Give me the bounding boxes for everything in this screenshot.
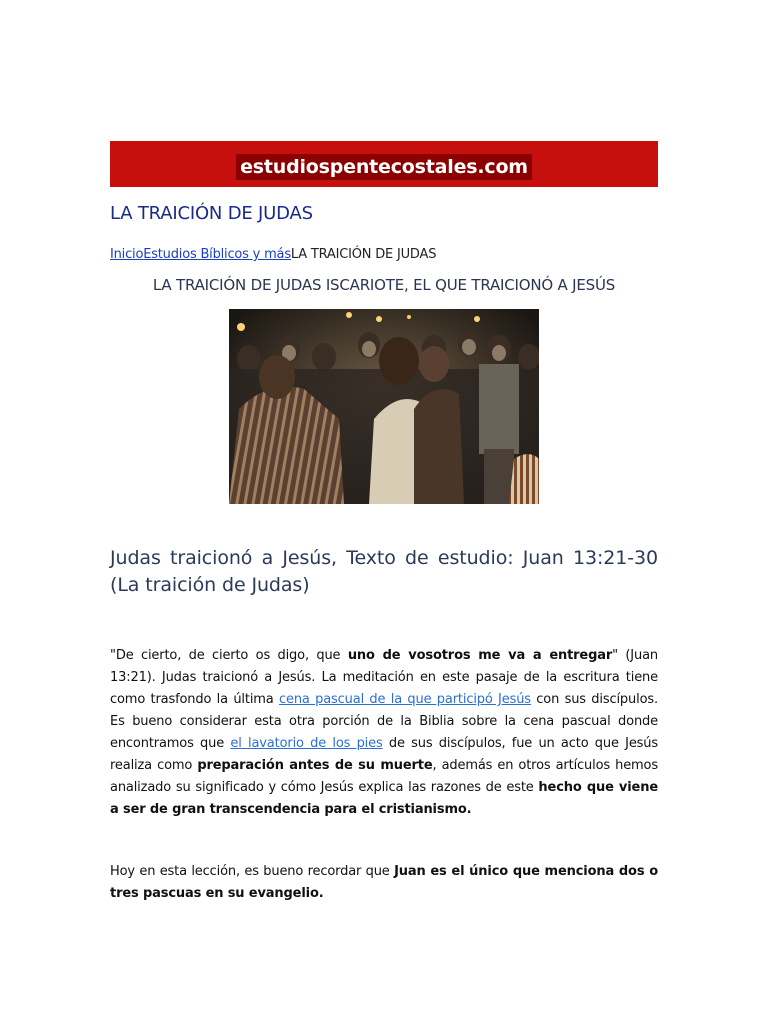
paragraph-pascuas: Hoy en esta lección, es bueno recordar que Juan es el único que menciona dos o tres pascuas en su evangelio.: [110, 864, 658, 901]
article-subtitle: LA TRAICIÓN DE JUDAS ISCARIOTE, EL QUE TRAICIONÓ A JESÚS: [152, 276, 616, 294]
site-name: estudiospentecostales.com: [236, 154, 532, 180]
breadcrumb: [110, 247, 436, 262]
link-cena-pascual[interactable]: cena pascual de la que participó Jesús: [279, 692, 531, 707]
site-banner[interactable]: [110, 141, 658, 187]
page-title: LA TRAICIÓN DE JUDAS: [110, 203, 313, 224]
paragraph-intro: "De cierto, de cierto os digo, que uno de vosotros me va a entregar" (Juan 13:21). Judas traicionó a Jesús. La meditación en este pasaje de la escritura tiene como trasfondo la última cena pascual de la que participó Jesús con sus discípulos. Es bueno considerar esta otra porción de la Biblia sobre la cena pascual donde encontramos que el lavatorio de los pies de sus discípulos, fue un acto que Jesús realiza como preparación antes de su muerte, además en otros artículos hemos analizado su significado y cómo Jesús explica las razones de este hecho que viene a ser de gran transcendencia para el cristianismo.: [110, 648, 659, 817]
bold-juan-pascuas: Juan es el único que menciona dos o tres pascuas en su evangelio.: [110, 864, 658, 901]
breadcrumb-current: LA TRAICIÓN DE JUDAS: [290, 247, 437, 262]
breadcrumb-section-link[interactable]: Estudios Bíblicos y más: [143, 247, 291, 262]
link-lavatorio-pies[interactable]: el lavatorio de los pies: [230, 736, 383, 751]
hero-image: [229, 309, 539, 504]
bold-quote: uno de vosotros me va a entregar: [347, 648, 613, 663]
section-heading: Judas traicionó a Jesús, Texto de estudio: Juan 13:21-30 (La traición de Judas): [110, 547, 658, 596]
bold-transcendencia: hecho que viene a ser de gran transcendencia para el cristianismo.: [110, 780, 658, 817]
bold-preparacion: preparación antes de su muerte: [197, 758, 433, 773]
breadcrumb-home-link[interactable]: Inicio: [110, 247, 144, 262]
